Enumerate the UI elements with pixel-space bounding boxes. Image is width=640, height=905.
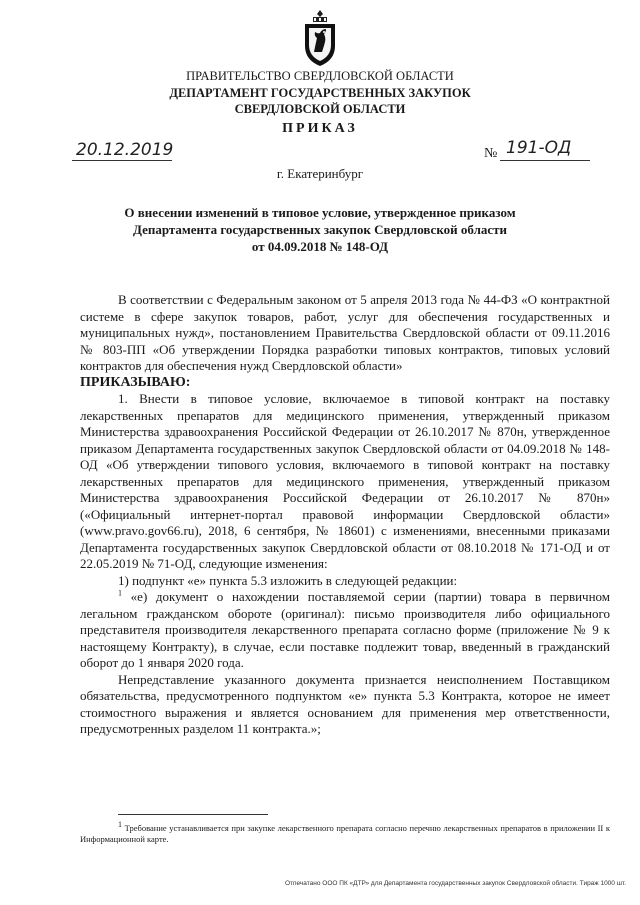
- footnote-reference: 1: [118, 588, 122, 598]
- government-name: ПРАВИТЕЛЬСТВО СВЕРДЛОВСКОЙ ОБЛАСТИ: [186, 69, 454, 83]
- preamble-paragraph: В соответствии с Федеральным законом от 5 апреля 2013 года № 44-ФЗ «О контрактной системе в сфере закупок товаров, работ, услуг для обеспечения государственных и муниципальных нужд», постановлением Правительства Свердловской области от 09.11.2016 № 803-ПП «Об утверждении Порядка разработки типовых контрактов, типовых условий контрактов для обеспечения нужд Свердловской области»: [80, 292, 610, 373]
- quote-paragraph-2: Непредставление указанного документа признается неисполнением Поставщиком обязательства, предусмотренного подпунктом «е» пункта 5.3 Контракта, которое не имеет стоимостного выражения и является основанием для применения мер ответственности, предусмотренных разделом 11 контракта.»;: [80, 671, 610, 736]
- order-title-line3: от 04.09.2018 № 148-ОД: [251, 239, 389, 254]
- quote-paragraph-1: [80, 589, 610, 672]
- order-title-line1: О внесении изменений в типовое условие, утвержденное приказом: [124, 205, 516, 220]
- department-name-line2: СВЕРДЛОВСКОЙ ОБЛАСТИ: [234, 102, 406, 116]
- quote-paragraph-1-text: «е) документ о нахождении поставляемой серии (партии) товара в первичном легальном гражданском обороте (оригинал): письмо производителя либо официального представителя производителя лекарственного препарата согласно форме (приложение № 9 к настоящему Контракту), в случае, если поставке подлежит товар, введенный в гражданский оборот до 1 января 2020 года.: [80, 589, 611, 670]
- footnote-number: 1: [118, 820, 122, 830]
- coat-of-arms-icon: [300, 8, 340, 68]
- department-name-line1: ДЕПАРТАМЕНТ ГОСУДАРСТВЕННЫХ ЗАКУПОК: [169, 86, 471, 100]
- date-underline: [72, 160, 172, 161]
- item-1-paragraph: 1. Внести в типовое условие, включаемое в типовой контракт на поставку лекарственных препаратов для медицинского применения, утвержденный приказом Министерства здравоохранения Российской Федерации от 26.10.2017 № 870н, утвержденное приказом Департамента государственных закупок Свердловской области от 04.09.2018 № 148-ОД «Об утверждении типового условия, включаемого в типовой контракт на поставку лекарственных препаратов для медицинского применения, утвержденный приказом Министерства здравоохранения Российской Федерации от 26.10.2017 № 870н» («Официальный интернет-портал правовой информации Свердловской области» (www.pravo.gov66.ru), 2018, 6 сентября, № 18601) с изменениями, внесенными приказами Департамента государственных закупок Свердловской области от 08.10.2018 № 171-ОД и от 22.05.2019 № 71-ОД, следующие изменения:: [80, 391, 610, 571]
- city: г. Екатеринбург: [276, 166, 364, 181]
- footnote-separator: [118, 814, 268, 815]
- order-title-line2: Департамента государственных закупок Свердловской области: [132, 222, 508, 237]
- number-underline: [500, 160, 590, 161]
- subitem-1-paragraph: 1) подпункт «е» пункта 5.3 изложить в следующей редакции:: [118, 572, 458, 588]
- document-type: ПРИКАЗ: [282, 121, 358, 136]
- number-sign: №: [484, 146, 498, 161]
- order-body: [80, 292, 610, 738]
- order-word: ПРИКАЗЫВАЮ:: [80, 374, 191, 390]
- footnote: [80, 820, 611, 845]
- footnote-text: Требование устанавливается при закупке лекарственного препарата согласно перечню лекарственных препаратов в приложении II к Информационной карте.: [80, 823, 611, 844]
- order-number: 191-ОД: [506, 138, 572, 158]
- order-date: 20.12.2019: [76, 140, 174, 160]
- print-imprint: Отпечатано ООО ПК «ДТР» для Департамента государственных закупок Свердловской области. Тираж 1000 шт.: [284, 880, 626, 887]
